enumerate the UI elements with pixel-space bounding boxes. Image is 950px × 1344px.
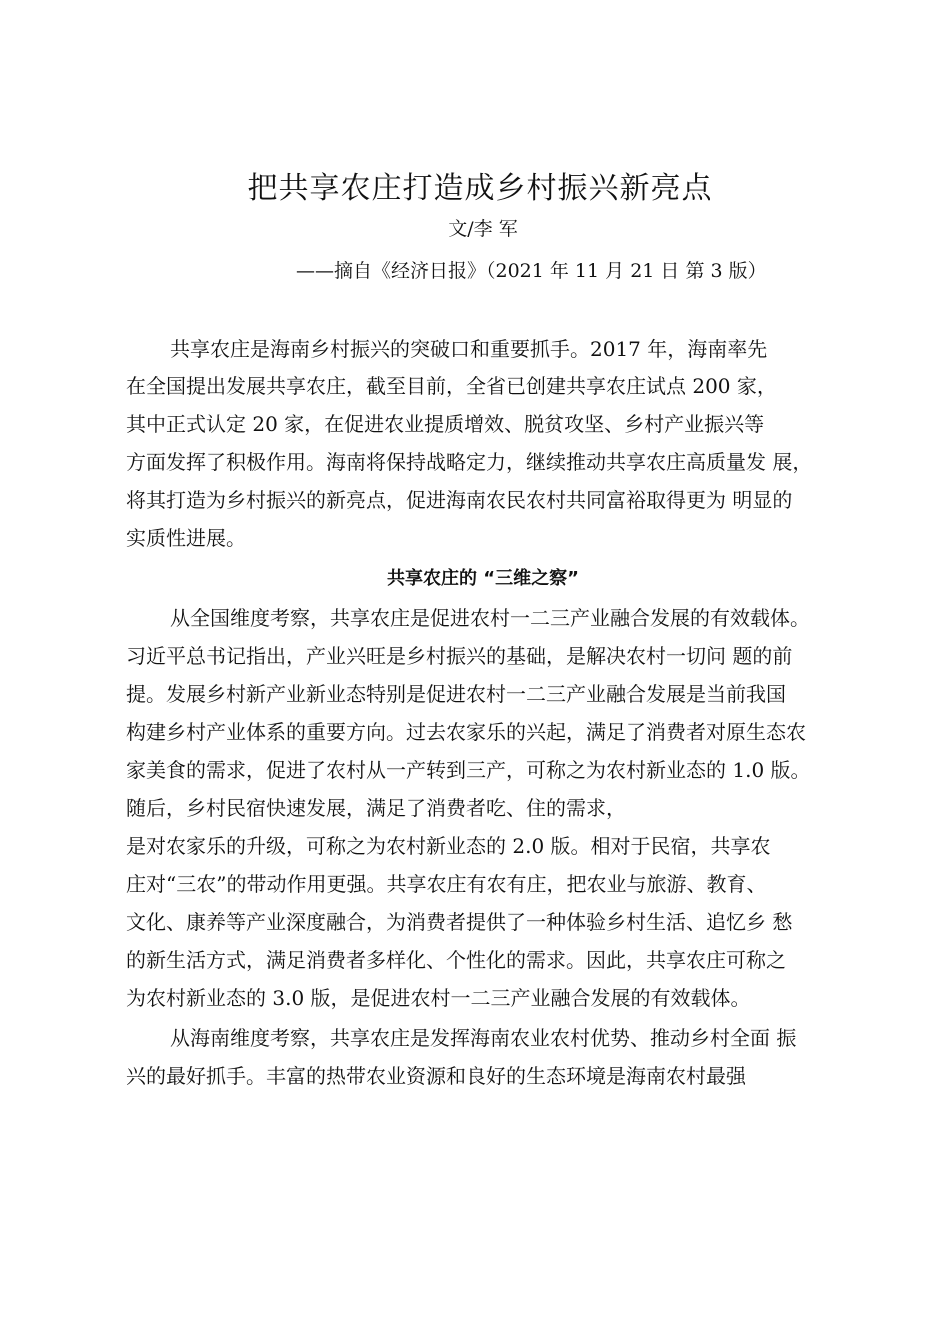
paragraph-line: 其中正式认定 20 家，在促进农业提质增效、脱贫攻坚、乡村产业振兴等 (126, 412, 765, 436)
article-author: 文/李 军 (448, 218, 518, 240)
article-source: ——摘自《经济日报》（2021 年 11 月 21 日 第 3 版） (296, 260, 767, 282)
paragraph-line: 家美食的需求，促进了农村从一产转到三产，可称之为农村新业态的 1.0 版。 (126, 758, 811, 782)
paragraph-line: 习近平总书记指出，产业兴旺是乡村振兴的基础，是解决农村一切问 题的前 (126, 644, 793, 668)
paragraph-line: 在全国提出发展共享农庄，截至目前，全省已创建共享农庄试点 200 家， (126, 374, 777, 398)
paragraph-line: 将其打造为乡村振兴的新亮点，促进海南农民农村共同富裕取得更为 明显的 (126, 488, 793, 512)
paragraph-line: 庄对“三农”的带动作用更强。共享农庄有农有庄，把农业与旅游、教育、 (126, 872, 767, 896)
paragraph-line: 文化、康养等产业深度融合，为消费者提供了一种体验乡村生活、追忆乡 愁 (126, 910, 793, 934)
paragraph-line: 的新生活方式，满足消费者多样化、个性化的需求。因此，共享农庄可称之 (126, 948, 786, 972)
article-title: 把共享农庄打造成乡村振兴新亮点 (247, 171, 713, 206)
paragraph-line: 兴的最好抓手。丰富的热带农业资源和良好的生态环境是海南农村最强 (126, 1064, 746, 1088)
paragraph-line: 为农村新业态的 3.0 版，是促进农村一二三产业融合发展的有效载体。 (126, 986, 751, 1010)
paragraph-line: 从海南维度考察，共享农庄是发挥海南农业农村优势、推动乡村全面 振 (170, 1026, 797, 1050)
paragraph-line: 实质性进展。 (126, 526, 246, 550)
paragraph-line: 提。发展乡村新产业新业态特别是促进农村一二三产业融合发展是当前我国 (126, 682, 786, 706)
paragraph-line: 共享农庄是海南乡村振兴的突破口和重要抓手。2017 年，海南率先 (170, 337, 768, 361)
section-heading: 共享农庄的 “三维之察” (387, 568, 579, 589)
paragraph-line: 随后，乡村民宿快速发展，满足了消费者吃、住的需求， (126, 796, 626, 820)
paragraph-line: 构建乡村产业体系的重要方向。过去农家乐的兴起，满足了消费者对原生态农 (126, 720, 806, 744)
paragraph-line: 从全国维度考察，共享农庄是促进农村一二三产业融合发展的有效载体。 (170, 606, 810, 630)
paragraph-line: 是对农家乐的升级，可称之为农村新业态的 2.0 版。相对于民宿，共享农 (126, 834, 771, 858)
paragraph-line: 方面发挥了积极作用。海南将保持战略定力，继续推动共享农庄高质量发 展， (126, 450, 813, 474)
